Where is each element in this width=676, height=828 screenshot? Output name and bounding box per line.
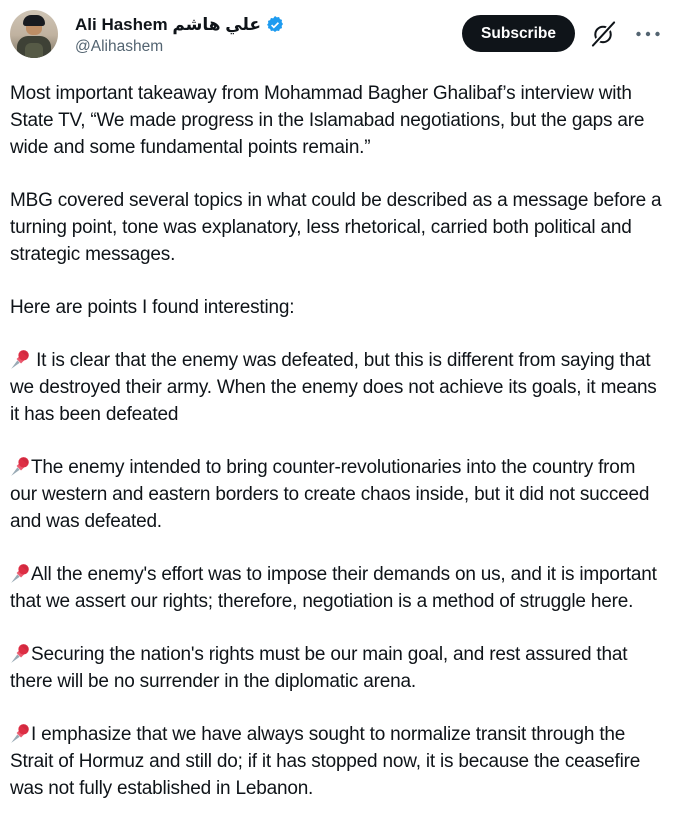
tweet-text-segment: MBG covered several topics in what could be described as a message before a turning point, tone was explanatory, less rhetorical, carried both political and strategic messages. (10, 190, 662, 265)
header-controls (462, 10, 664, 52)
author-block (75, 10, 285, 56)
tweet-bullet (10, 347, 664, 428)
tweet-text (0, 58, 676, 802)
pushpin-icon (10, 563, 31, 584)
tweet-paragraph (10, 187, 664, 268)
tweet-text-segment: I emphasize that we have always sought to normalize transit through the Strait of Hormuz and still do; if it has stopped now, it is because the ceasefire was not fully established in Lebanon. (10, 724, 641, 799)
tweet-text-segment: All the enemy's effort was to impose their demands on us, and it is important that we assert our rights; therefore, negotiation is a method of struggle here. (10, 564, 657, 612)
author-name[interactable] (75, 15, 285, 35)
pushpin-icon (10, 643, 31, 664)
tweet-header (0, 0, 676, 58)
pushpin-icon (10, 723, 31, 744)
subscribe-button[interactable]: Subscribe (462, 15, 575, 52)
tweet-text-segment: It is clear that the enemy was defeated, but this is different from saying that we destroyed their army. When the enemy does not achieve its goals, it means it has been defeated (10, 350, 657, 425)
tweet-text-segment: Here are points I found interesting: (10, 297, 295, 318)
tweet-text-segment: Most important takeaway from Mohammad Bagher Ghalibaf’s interview with State TV, “We made progress in the Islamabad negotiations, but the gaps are wide and some fundamental points remain.” (10, 83, 645, 158)
avatar-press-vest (25, 43, 43, 58)
tweet-paragraph (10, 80, 664, 161)
tweet-text-segment: The enemy intended to bring counter-revolutionaries into the country from our western and eastern borders to create chaos inside, but it did not succeed and was defeated. (10, 457, 650, 532)
tweet-bullet (10, 641, 664, 695)
pushpin-icon (10, 349, 31, 370)
avatar[interactable] (10, 10, 58, 58)
more-button[interactable] (632, 27, 664, 41)
avatar-cap (23, 15, 45, 26)
grok-button[interactable] (588, 18, 619, 49)
tweet-paragraph (10, 294, 664, 321)
author-display-name: Ali Hashem علي هاشم (75, 15, 262, 34)
author-handle[interactable]: @Alihashem (75, 38, 164, 55)
grok-icon (590, 20, 617, 47)
tweet-bullet (10, 454, 664, 535)
tweet-bullet (10, 721, 664, 802)
tweet-text-segment: Securing the nation's rights must be our main goal, and rest assured that there will be no surrender in the diplomatic arena. (10, 644, 628, 692)
pushpin-icon (10, 456, 31, 477)
tweet-bullet (10, 561, 664, 615)
verified-badge-icon (265, 15, 285, 35)
more-ellipsis-icon (634, 29, 662, 39)
